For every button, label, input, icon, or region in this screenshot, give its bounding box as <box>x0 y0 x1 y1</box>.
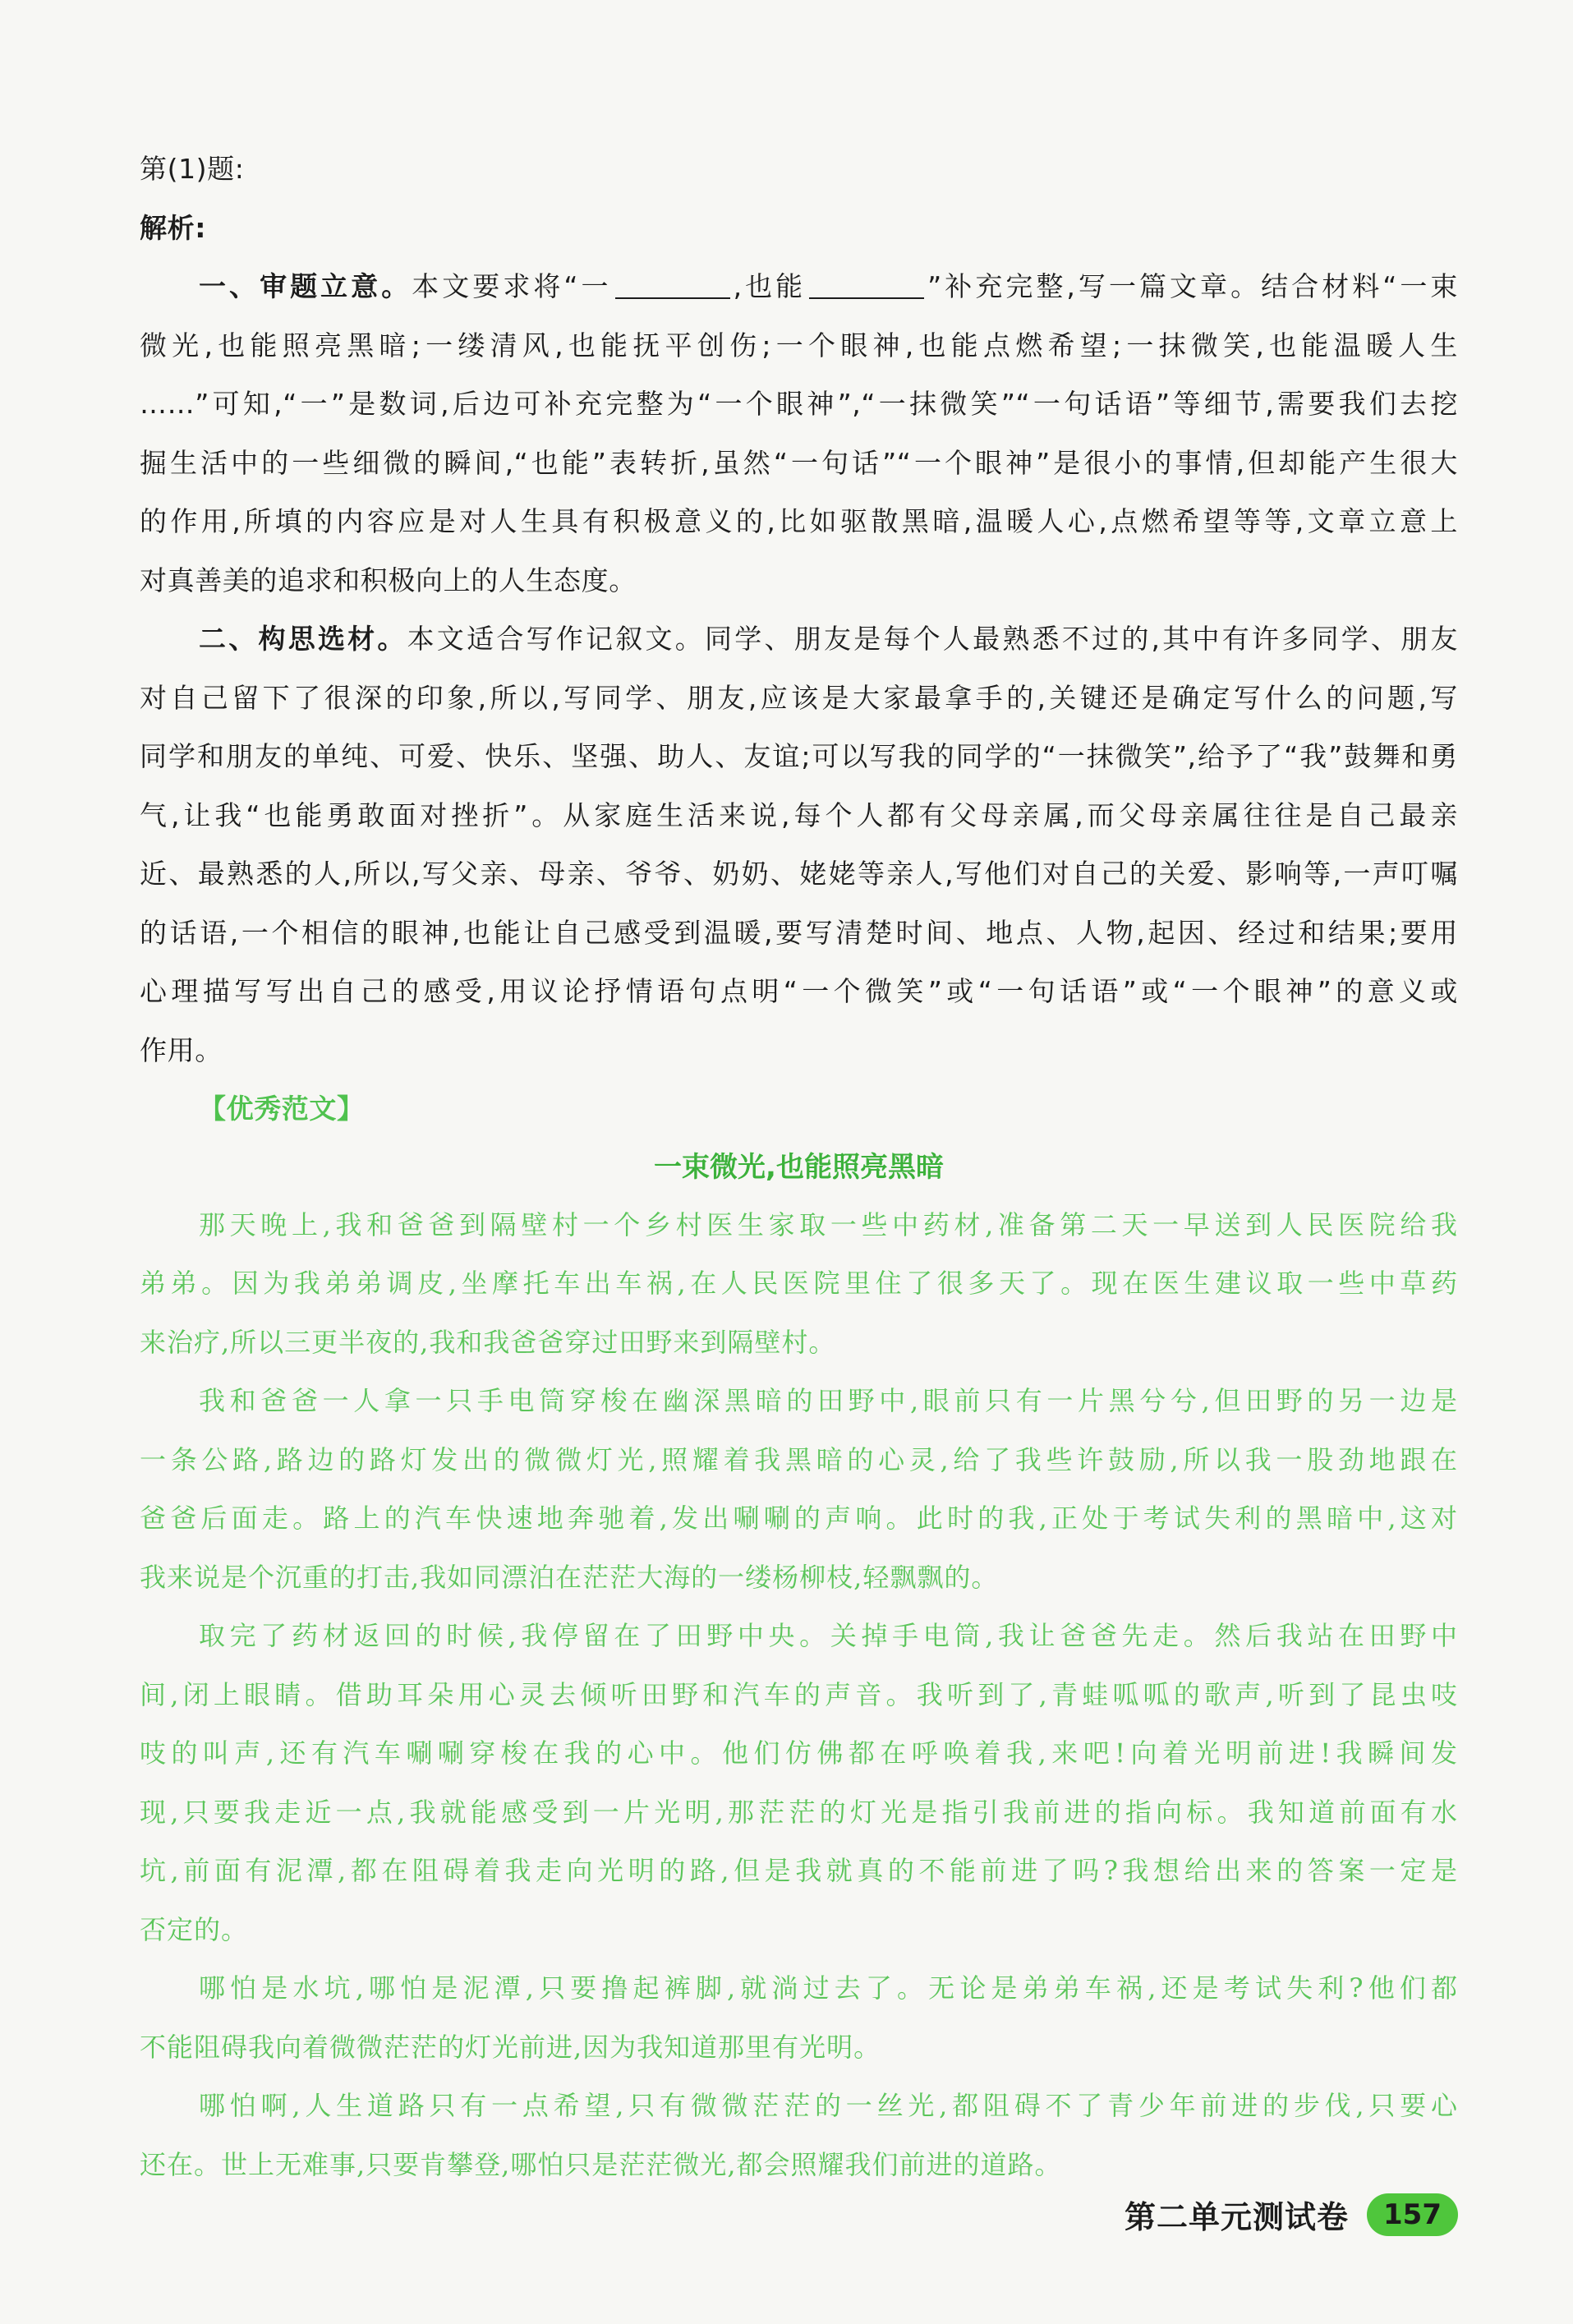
essay-paragraph: 那天晚上,我和爸爸到隔壁村一个乡村医生家取一些中药材,准备第二天一早送到人民医院给我 弟弟。因为我弟弟调皮,坐摩托车出车祸,在人民医院里住了很多天了。现在医生建议取一些中草药 来治疗,所以三更半夜的,我和我爸爸穿过田野来到隔壁村。 <box>140 1208 1458 1358</box>
section-material-first-line: 二、构思选材。本文适合写作记叙文。同学、朋友是每个人最熟悉不过的,其中有许多同学、朋友 <box>199 623 1458 655</box>
analysis-label: 解析: <box>140 211 206 244</box>
text-line: 作用。 <box>140 1033 223 1066</box>
text-line: 气,让我“也能勇敢面对挫折”。从家庭生活来说,每个人都有父母亲属,而父母亲属往往是自己最亲 <box>140 798 1458 831</box>
essay-paragraph: 取完了药材返回的时候,我停留在了田野中央。关掉手电筒,我让爸爸先走。然后我站在田野中 间,闭上眼睛。借助耳朵用心灵去倾听田野和汽车的声音。我听到了,青蛙呱呱的歌声,听到了昆虫吱 吱的叫声,还有汽车唰唰穿梭在我的心中。他们仿佛都在呼唤着我,来吧!向着光明前进!我瞬间发 现,只要我走近一点,我就能感受到一片光明,那茫茫的灯光是指引我前进的指向标。我知道前面有水 坑,前面有泥潭,都在阻碍着我走向光明的路,但是我就真的不能前进了吗?我想给出来的答案一定是 否定的。 <box>140 1620 1458 1945</box>
section-material <box>140 610 1458 1079</box>
section-material-label: 二、构思选材。 <box>199 623 407 655</box>
essay-paragraph: 我和爸爸一人拿一只手电筒穿梭在幽深黑暗的田野中,眼前只有一片黑兮兮,但田野的另一边是 一条公路,路边的路灯发出的微微灯光,照耀着我黑暗的心灵,给了我些许鼓励,所以我一股劲地跟在 爸爸后面走。路上的汽车快速地奔驰着,发出唰唰的声响。此时的我,正处于考试失利的黑暗中,这对 我来说是个沉重的打击,我如同漂泊在茫茫大海的一缕杨柳枝,轻飘飘的。 <box>140 1385 1458 1593</box>
essay-paragraph: 哪怕是水坑,哪怕是泥潭,只要撸起裤脚,就淌过去了。无论是弟弟车祸,还是考试失利?他们都 不能阻碍我向着微微茫茫的灯光前进,因为我知道那里有光明。 <box>140 1972 1458 2063</box>
sample-essay <box>140 1139 1458 2195</box>
page-content <box>140 140 1458 2194</box>
section-theme-label: 一、审题立意。 <box>199 270 412 302</box>
sample-essay-label: 【优秀范文】 <box>199 1093 365 1125</box>
text-line: 心理描写写出自己的感受,用议论抒情语句点明“一个微笑”或“一句话语”或“一个眼神”的意义或 <box>140 975 1458 1007</box>
essay-paragraph: 哪怕啊,人生道路只有一点希望,只有微微茫茫的一丝光,都阻碍不了青少年前进的步伐,只要心 还在。世上无难事,只要肯攀登,哪怕只是茫茫微光,都会照耀我们前进的道路。 <box>140 2090 1458 2180</box>
text-line: 的作用,所填的内容应是对人生具有积极意义的,比如驱散黑暗,温暖人心,点燃希望等等,文章立意上 <box>140 505 1458 537</box>
fill-blank-1 <box>615 273 730 299</box>
text-line: 同学和朋友的单纯、可爱、快乐、坚强、助人、友谊;可以写我的同学的“一抹微笑”,给予了“我”鼓舞和勇 <box>140 740 1458 772</box>
text-line: 对自己留下了很深的印象,所以,写同学、朋友,应该是大家最拿手的,关键还是确定写什么的问题,写 <box>140 681 1458 714</box>
question-heading: 第(1)题: <box>140 153 245 185</box>
text-line: 近、最熟悉的人,所以,写父亲、母亲、爷爷、奶奶、姥姥等亲人,写他们对自己的关爱、影响等,一声叮嘱 <box>140 858 1458 890</box>
text-line: 掘生活中的一些细微的瞬间,“也能”表转折,虽然“一句话”“一个眼神”是很小的事情,但却能产生很大 <box>140 446 1458 479</box>
page-number-badge: 157 <box>1367 2193 1458 2236</box>
fill-blank-2 <box>809 273 924 299</box>
text-line: 微光,也能照亮黑暗;一缕清风,也能抚平创伤;一个眼神,也能点燃希望;一抹微笑,也能温暖人生 <box>140 329 1458 361</box>
text-line: 对真善美的追求和积极向上的人生态度。 <box>140 564 637 596</box>
essay-title: 一束微光,也能照亮黑暗 <box>654 1150 944 1184</box>
text-line: ……”可知,“一”是数词,后边可补充完整为“一个眼神”,“一抹微笑”“一句话语”等细节,需要我们去挖 <box>140 388 1458 420</box>
text-line: 的话语,一个相信的眼神,也能让自己感受到温暖,要写清楚时间、地点、人物,起因、经过和结果;要用 <box>140 916 1458 949</box>
unit-title: 第二单元测试卷 <box>1125 2199 1350 2235</box>
page-footer <box>1125 2192 1458 2237</box>
section-theme <box>140 257 1458 610</box>
section-theme-first-line: 一、审题立意。本文要求将“一 ,也能 ”补充完整,写一篇文章。结合材料“一束 <box>199 270 1459 302</box>
